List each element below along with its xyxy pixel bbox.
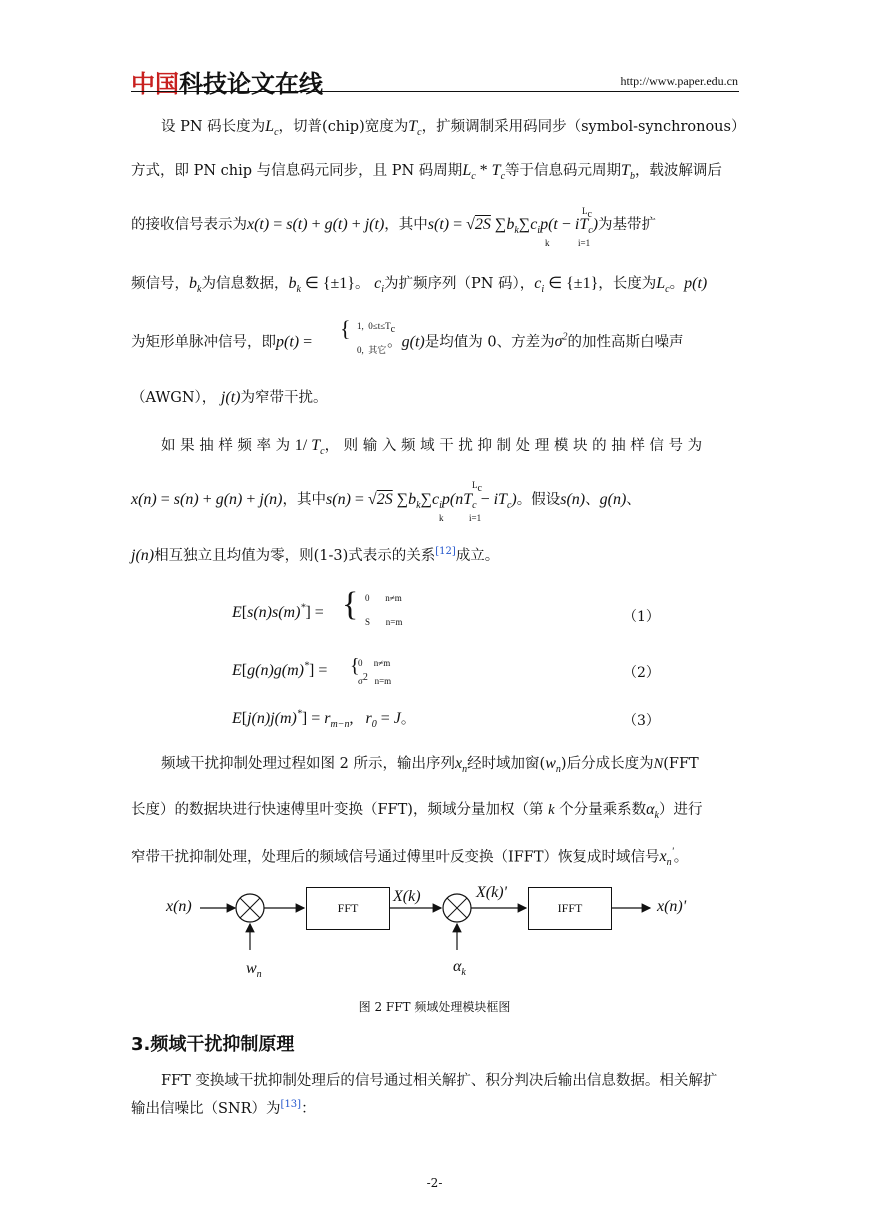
para2-line3: j(n)相互独立且均值为零，则(1-3)式表示的关系[12]成立。 bbox=[131, 546, 500, 564]
para2-line2: x(n) = s(n) + g(n) + j(n)，其中s(n) = √2S $\sum b_k\sum c_ip(nT_c - iT_c)$。假设s(n)、g(n)、 bbox=[131, 491, 641, 512]
para1-line6: （AWGN）， j(t)为窄带干扰。 bbox=[131, 389, 328, 406]
diagram-arrows bbox=[160, 880, 720, 990]
para3-line2: 长度）的数据块进行快速傅里叶变换（FFT)，频域分量加权（第 k 个分量乘系数$\alpha_k$）进行 bbox=[131, 801, 703, 822]
diagram-wn-label: $w_n$ bbox=[246, 960, 262, 981]
logo-red-text: 中国 bbox=[131, 70, 179, 98]
para3-line1: 频域干扰抑制处理过程如图 2 所示，输出序列$x_n$经时域加窗$(w_n)$后分成长度为N(FFT bbox=[161, 755, 699, 776]
diagram-output-label: x(n)' bbox=[657, 898, 687, 915]
para3-line3: 窄带干扰抑制处理，处理后的频域信号通过傅里叶反变换（IFFT）恢复成时域信号$x_n'$。 bbox=[131, 847, 689, 869]
logo-black-text: 科技论文在线 bbox=[179, 70, 323, 98]
section-title: 3.频域干扰抑制原理 bbox=[131, 1034, 295, 1055]
diagram-input-label: x(n) bbox=[166, 898, 192, 915]
para4-line1: FFT 变换域干扰抑制处理后的信号通过相关解扩、积分判决后输出信息数据。相关解扩 bbox=[161, 1073, 718, 1089]
equation-number-3: （3） bbox=[623, 713, 660, 729]
equation-1: E[s(n)s(m)*] = bbox=[232, 603, 324, 622]
equation-3: $E[j(n)j(m)^*] = r_{m-n}$, $r_0 = J$。 bbox=[232, 709, 416, 731]
header-url[interactable]: http://www.paper.edu.cn bbox=[620, 74, 738, 88]
equation-number-2: （2） bbox=[623, 665, 660, 681]
diagram-xk-label: X(k) bbox=[393, 888, 421, 905]
para4-line2: 输出信噪比（SNR）为[13]： bbox=[131, 1099, 316, 1117]
diagram-xk-prime-label: X(k)' bbox=[476, 884, 507, 901]
figure-caption: 图 2 FFT 频域处理模块框图 bbox=[358, 1000, 511, 1014]
page-number: -2- bbox=[426, 1176, 443, 1190]
citation-12[interactable]: [12] bbox=[435, 546, 456, 557]
journal-logo bbox=[131, 64, 323, 99]
diagram-alpha-label: $\alpha_k$ bbox=[453, 958, 466, 979]
para1-line3: 的接收信号表示为x(t) = s(t) + g(t) + j(t)，其中s(t) = √2S $\sum b_k\sum c_ip(t - iT_c)$为基带扩 bbox=[131, 216, 657, 237]
citation-13[interactable]: [13] bbox=[280, 1099, 302, 1110]
para1-line5: 为矩形单脉冲信号，即p(t) = 。g(t)是均值为 0、方差为$\sigma^2$的加性高斯白噪声 bbox=[131, 332, 684, 351]
para2-line1: 如 果 抽 样 频 率 为 1/ $T_c$， 则 输 入 频 域 干 扰 抑 制 处 理 模 块 的 抽 样 信 号 为 bbox=[161, 437, 703, 458]
header-rule bbox=[131, 91, 739, 92]
ifft-box: IFFT bbox=[528, 887, 612, 930]
equation-2: E[g(n)g(m)*] = bbox=[232, 661, 328, 680]
para1-line2: 方式，即 PN chip 与信息码元同步，且 PN 码周期$L_c * T_c$等于信息码元周期$T_b$，载波解调后 bbox=[131, 162, 722, 183]
para1-line4: 频信号，$b_k$为信息数据，$b_k$ ∈ {±1}。 $c_i$为扩频序列（PN 码），$c_i$ ∈ {±1}，长度为$L_c$。p(t) bbox=[131, 275, 708, 296]
para1-line1: 设 PN 码长度为$L_c$，切普(chip)宽度为$T_c$，扩频调制采用码同步（symbol-synchronous） bbox=[161, 118, 746, 139]
fft-box: FFT bbox=[306, 887, 390, 930]
equation-number-1: （1） bbox=[623, 609, 660, 625]
